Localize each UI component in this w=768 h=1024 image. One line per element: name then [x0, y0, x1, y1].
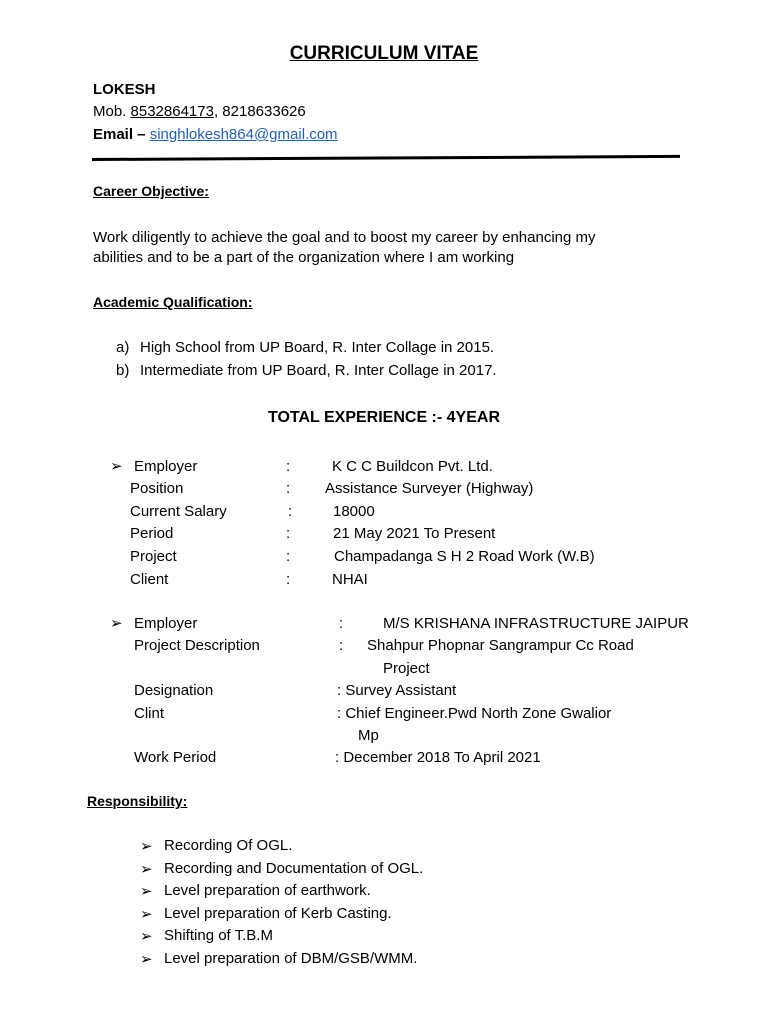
clint-label: Clint: [134, 705, 165, 722]
employer1-sep: :: [286, 458, 291, 475]
employer2-label: Employer: [134, 615, 198, 632]
project-description-value-cont: Project: [383, 660, 430, 677]
responsibility-item: Shifting of T.B.M: [164, 927, 273, 944]
client-label: Client: [130, 571, 169, 588]
mobile-primary: 8532864173,: [130, 103, 219, 120]
academic-heading: Academic Qualification:: [93, 294, 253, 310]
mobile-line: [93, 103, 306, 120]
project-description-value: Shahpur Phopnar Sangrampur Cc Road: [367, 637, 634, 654]
mobile-secondary: 8218633626: [222, 103, 306, 120]
project-description-label: Project Description: [134, 637, 260, 654]
client-value: NHAI: [332, 571, 368, 588]
arrow-bullet-icon: ➢: [140, 883, 153, 900]
responsibility-item: Level preparation of earthwork.: [164, 882, 371, 899]
period-value: 21 May 2021 To Present: [333, 525, 496, 542]
employer2-value: M/S KRISHANA INFRASTRUCTURE JAIPUR: [383, 615, 689, 632]
period-label: Period: [130, 525, 174, 542]
arrow-bullet-icon: ➢: [140, 906, 153, 923]
client-sep: :: [286, 571, 291, 588]
arrow-bullet-icon: ➢: [140, 928, 153, 945]
email-label: Email –: [93, 126, 146, 143]
arrow-bullet-icon: ➢: [110, 458, 123, 475]
period-sep: :: [286, 525, 291, 542]
total-experience-heading: TOTAL EXPERIENCE :- 4YEAR: [267, 409, 501, 426]
employer2-sep: :: [339, 615, 344, 632]
career-objective-heading: Career Objective:: [93, 183, 209, 199]
current-salary-sep: :: [288, 503, 293, 520]
responsibility-heading: Responsibility:: [87, 793, 188, 809]
work-period-value: : December 2018 To April 2021: [335, 749, 541, 766]
career-objective-line-1: Work diligently to achieve the goal and to boost my career by enhancing my: [93, 229, 596, 246]
arrow-bullet-icon: ➢: [140, 861, 153, 878]
project-description-sep: :: [339, 637, 344, 654]
header-divider: [92, 155, 680, 161]
responsibility-item: Level preparation of DBM/GSB/WMM.: [164, 950, 418, 967]
email-line: [93, 126, 338, 143]
position-label: Position: [130, 480, 184, 497]
responsibility-item: Recording and Documentation of OGL.: [164, 860, 424, 877]
current-salary-label: Current Salary: [130, 503, 227, 520]
academic-item-marker: a): [116, 339, 130, 356]
work-period-label: Work Period: [134, 749, 217, 766]
arrow-bullet-icon: ➢: [110, 615, 123, 632]
academic-item-marker: b): [116, 362, 130, 379]
career-objective-line-2: abilities and to be a part of the organization where I am working: [93, 249, 515, 266]
designation-value: : Survey Assistant: [337, 682, 457, 699]
employer1-value: K C C Buildcon Pvt. Ltd.: [332, 458, 493, 475]
responsibility-item: Recording Of OGL.: [164, 837, 293, 854]
arrow-bullet-icon: ➢: [140, 838, 153, 855]
clint-value: : Chief Engineer.Pwd North Zone Gwalior: [337, 705, 612, 722]
employer1-label: Employer: [134, 458, 198, 475]
email-link[interactable]: singhlokesh864@gmail.com: [149, 126, 338, 143]
academic-item-text: High School from UP Board, R. Inter Collage in 2015.: [140, 339, 495, 356]
designation-label: Designation: [134, 682, 214, 699]
document-title: CURRICULUM VITAE: [289, 43, 479, 64]
project-value: Champadanga S H 2 Road Work (W.B): [334, 548, 595, 565]
mobile-label: Mob.: [93, 103, 127, 120]
responsibility-item: Level preparation of Kerb Casting.: [164, 905, 392, 922]
position-sep: :: [286, 480, 291, 497]
current-salary-value: 18000: [333, 503, 375, 520]
candidate-name: LOKESH: [93, 81, 156, 98]
project-label: Project: [130, 548, 177, 565]
academic-item-text: Intermediate from UP Board, R. Inter Collage in 2017.: [140, 362, 497, 379]
position-value: Assistance Surveyer (Highway): [325, 480, 534, 497]
clint-value-cont: Mp: [358, 727, 379, 744]
project-sep: :: [286, 548, 291, 565]
arrow-bullet-icon: ➢: [140, 951, 153, 968]
